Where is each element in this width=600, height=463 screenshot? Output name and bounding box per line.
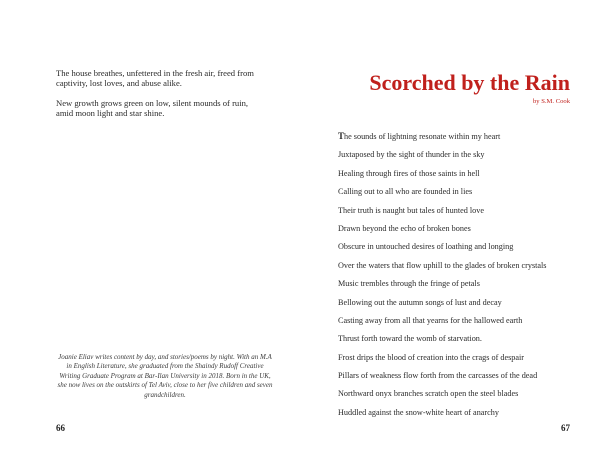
paragraph: New growth grows green on low, silent mounds of ruin, amid moon light and star shine. [56, 97, 249, 118]
poem-line: Drawn beyond the echo of broken bones [338, 223, 471, 233]
poem-line: Bellowing out the autumn songs of lust and decay [338, 297, 502, 307]
poem-line: Juxtaposed by the sight of thunder in the sky [338, 150, 485, 160]
poem-line: The sounds of lightning resonate within my heart [338, 131, 501, 141]
poem-line: Healing through fires of those saints in hell [338, 168, 480, 178]
poem-continuation [56, 68, 266, 127]
poem-body [338, 131, 576, 426]
poem-line: Pillars of weakness flow forth from the carcasses of the dead [338, 371, 538, 381]
poem-line: Thrust forth toward the womb of starvation. [338, 334, 482, 344]
poem-line: Frost drips the blood of creation into the crags of despair [338, 352, 524, 362]
poem-line: Music trembles through the fringe of petals [338, 279, 480, 289]
poem-line: Northward onyx branches scratch open the steel blades [338, 389, 519, 399]
poem-byline: by S.M. Cook [532, 98, 570, 105]
poem-line: Obscure in untouched desires of loathing and longing [338, 242, 514, 252]
poem-line: Huddled against the snow-white heart of anarchy [338, 407, 499, 417]
poem-title: Scorched by the Rain [369, 70, 570, 95]
poem-line: Their truth is naught but tales of hunted love [338, 205, 484, 215]
poem-line: Casting away from all that yearns for the hallowed earth [338, 315, 523, 325]
right-page [300, 0, 600, 463]
poem-line: Over the waters that flow uphill to the glades of broken crystals [338, 260, 547, 270]
page-number-left: 66 [56, 423, 65, 433]
page-number-right: 67 [561, 423, 570, 433]
paragraph: The house breathes, unfettered in the fresh air, freed from captivity, lost loves, and abuse alike. [56, 68, 254, 89]
author-bio: Joanie Eliav writes content by day, and stories/poems by night. With an M.A in English Literature, she graduated from the Shaindy Rudoff Creative Writing Graduate Program at Bar-Ilan University in 2018. Born in the UK, she now lives on the outskirts of Tel Aviv, close to her five children and seven grandchildren. [57, 353, 273, 399]
poem-line: Calling out to all who are founded in lies [338, 187, 473, 197]
